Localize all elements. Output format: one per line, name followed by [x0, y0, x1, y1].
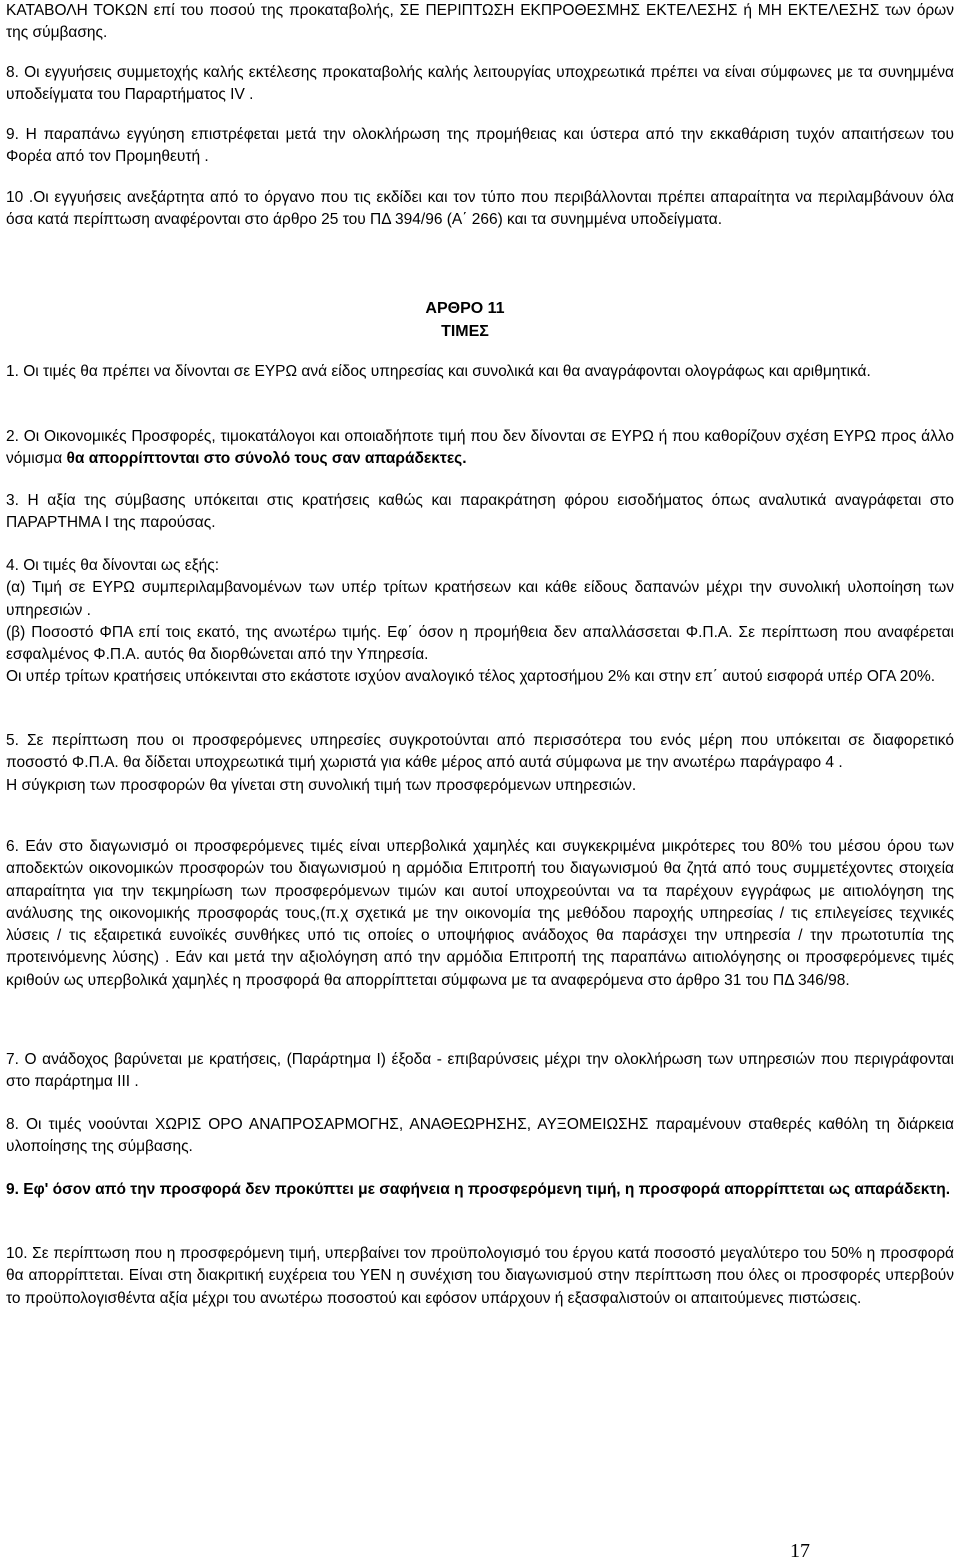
- item-4-option-a: (α) Τιμή σε ΕΥΡΩ συμπεριλαμβανομένων των υπέρ τρίτων κρατήσεων και κάθε είδους δαπανών μέχρι την συνολική υλοποίηση των υπηρεσιών .: [6, 579, 954, 619]
- item-3-contract-withholdings: 3. Η αξία της σύμβασης υπόκειται στις κρατήσεις καθώς και παρακράτηση φόρου εισοδήματος όπως αναλυτικά αναγράφεται στο ΠΑΡΑΡΤΗΜΑ Ι της παρούσας.: [6, 492, 954, 532]
- paragraph-late-payment-interest: ΚΑΤΑΒΟΛΗ ΤΟΚΩΝ επί του ποσού της προκαταβολής, ΣΕ ΠΕΡΙΠΤΩΣΗ ΕΚΠΡΟΘΕΣΜΗΣ ΕΚΤΕΛΕΣΗΣ ή ΜΗ ΕΚΤΕΛΕΣΗΣ των όρων της σύμβασης.: [6, 2, 954, 42]
- item-2-offers-rejection: [6, 426, 954, 471]
- item-1-prices-in-euro: 1. Οι τιμές θα πρέπει να δίνονται σε ΕΥΡΩ ανά είδος υπηρεσίας και συνολικά και θα αναγράφονται ολογράφως και αριθμητικά.: [6, 363, 871, 380]
- item-4-intro: 4. Οι τιμές θα δίνονται ως εξής:: [6, 557, 220, 574]
- item-6-abnormally-low-prices: 6. Εάν στο διαγωνισμό οι προσφερόμενες τιμές είναι υπερβολικά χαμηλές και συγκεκριμένα μικρότερες του 80% του μέσου όρου των αποδεκτών οικονομικών προσφορών του διαγωνισμού η αρμόδια Επιτροπή του διαγωνισμού θα ζητά από τους συμμετέχοντες στοιχεία απαραίτητα για την τεκμηρίωση των προσφερόμενων τιμών και αυτοί υποχρεούνται να τα παρέχουν εγγράφως με αιτιολόγηση της ανάλυσης της οικονομικής προσφοράς τους,(π.χ σχετικά με την οικονομία της μεθόδου παροχής υπηρεσίας / τις επιλεγείσες τεχνικές λύσεις / τις εξαιρετικά ευνοϊκές συνθήκες υπό τις οποίες ο υποψήφιος ανάδοχος θα παράσχει την υπηρεσία / την πρωτοτυπία της προτεινόμενης λύσης) . Εάν και μετά την αξιολόγηση από την αρμόδια Επιτροπή της παραπάνω αιτιολόγησης οι προσφερόμενες τιμές κριθούν ως υπερβολικά χαμηλές η προσφορά θα απορρίπτεται σύμφωνα με τα αναφερόμενα στο άρθρο 31 του ΠΔ 346/98.: [6, 838, 954, 989]
- item-2-bold-text: θα απορρίπτονται στο σύνολό τους σαν απαράδεκτες.: [66, 450, 467, 468]
- item-7-contractor-charges: 7. Ο ανάδοχος βαρύνεται με κρατήσεις, (Παράρτημα Ι) έξοδα - επιβαρύνσεις μέχρι την ολοκλήρωση των υπηρεσιών που περιγράφονται στο παράρτημα ΙΙΙ .: [6, 1051, 954, 1091]
- item-2-text: 2. Οι Οικονομικές Προσφορές, τιμοκατάλογοι και οποιαδήποτε τιμή που δεν δίνονται σε ΕΥΡΩ ή που καθορίζουν σχέση ΕΥΡΩ προς άλλο νόμισμα: [6, 428, 954, 468]
- item-4-option-b: (β) Ποσοστό ΦΠΑ επί τοις εκατό, της ανωτέρω τιμής. Εφ΄ όσον η προμήθεια δεν απαλλάσσεται Φ.Π.Α. Σε περίπτωση που αναφέρεται εσφαλμένος Φ.Π.Α. αυτός θα διορθώνεται από την Υπηρεσία.: [6, 623, 954, 664]
- paragraph-8-guarantees-forms: 8. Οι εγγυήσεις συμμετοχής καλής εκτέλεσης προκαταβολής καλής λειτουργίας υποχρεωτικά πρέπει να είναι σύμφωνες με τα συνημμένα υποδείγματα του Παραρτήματος IV .: [6, 64, 954, 104]
- item-4-third-party-deductions: Οι υπέρ τρίτων κρατήσεις υπόκεινται στο εκάστοτε ισχύον αναλογικό τέλος χαρτοσήμου 2% και στην επ΄ αυτού εισφορά υπέρ ΟΓΑ 20%.: [6, 668, 936, 686]
- item-5-text: 5. Σε περίπτωση που οι προσφερόμενες υπηρεσίες συγκροτούνται από περισσότερα του ενός μέρη που υπόκειται σε διαφορετικό ποσοστό Φ.Π.Α. θα δίδεται υποχρεωτικά τιμή χωριστά για κάθε μέρος από αυτά σύμφωνα με την ανωτέρω παράγραφο 4 .: [6, 732, 954, 772]
- paragraph-10-guarantee-contents: 10 .Οι εγγυήσεις ανεξάρτητα από το όργανο που τις εκδίδει και τον τύπο που περιβάλλονται πρέπει απαραίτητα να περιλαμβάνουν όλα όσα κατά περίπτωση αναφέρονται στο άρθρο 25 του ΠΔ 394/96 (Α΄ 266) και τα συνημμένα υποδείγματα.: [6, 189, 954, 229]
- item-4-price-format: [6, 555, 954, 689]
- item-9-unclear-price-rejection: 9. Εφ' όσον από την προσφορά δεν προκύπτει με σαφήνεια η προσφερόμενη τιμή, η προσφορά απορρίπτεται ως απαράδεκτη.: [6, 1181, 951, 1198]
- item-10-budget-overrun: 10. Σε περίπτωση που η προσφερόμενη τιμή, υπερβαίνει τον προϋπολογισμό του έργου κατά ποσοστό μεγαλύτερο του 50% η προσφορά θα απορρίπτεται. Είναι στη διακριτική ευχέρεια του ΥΕΝ η συνέχιση του διαγωνισμού στην περίπτωση που όλες οι προσφορές υπερβούν το προϋπολογισθέντα αξία μέχρι του ανωτέρω ποσοστού και εφόσον υπάρχουν ή εξασφαλιστούν οι απαιτούμενες πιστώσεις.: [6, 1245, 954, 1307]
- item-5-comparison: Η σύγκριση των προσφορών θα γίνεται στη συνολική τιμή των προσφερόμενων υπηρεσιών.: [6, 776, 637, 794]
- article-subtitle: ΤΙΜΕΣ: [441, 323, 489, 340]
- page-number: 17: [790, 1540, 810, 1562]
- item-8-fixed-prices: 8. Οι τιμές νοούνται ΧΩΡΙΣ ΟΡΟ ΑΝΑΠΡΟΣΑΡΜΟΓΗΣ, ΑΝΑΘΕΩΡΗΣΗΣ, ΑΥΞΟΜΕΙΩΣΗΣ παραμένουν σταθερές καθόλη τη διάρκεια υλοποίησης της σύμβασης.: [6, 1116, 954, 1156]
- item-5-multiple-parts: [6, 730, 954, 797]
- article-title: ΑΡΘΡΟ 11: [425, 300, 505, 317]
- paragraph-9-guarantee-return: 9. Η παραπάνω εγγύηση επιστρέφεται μετά την ολοκλήρωση της προμήθειας και ύστερα από την εκκαθάριση τυχόν απαιτήσεων του Φορέα από τον Προμηθευτή .: [6, 126, 954, 166]
